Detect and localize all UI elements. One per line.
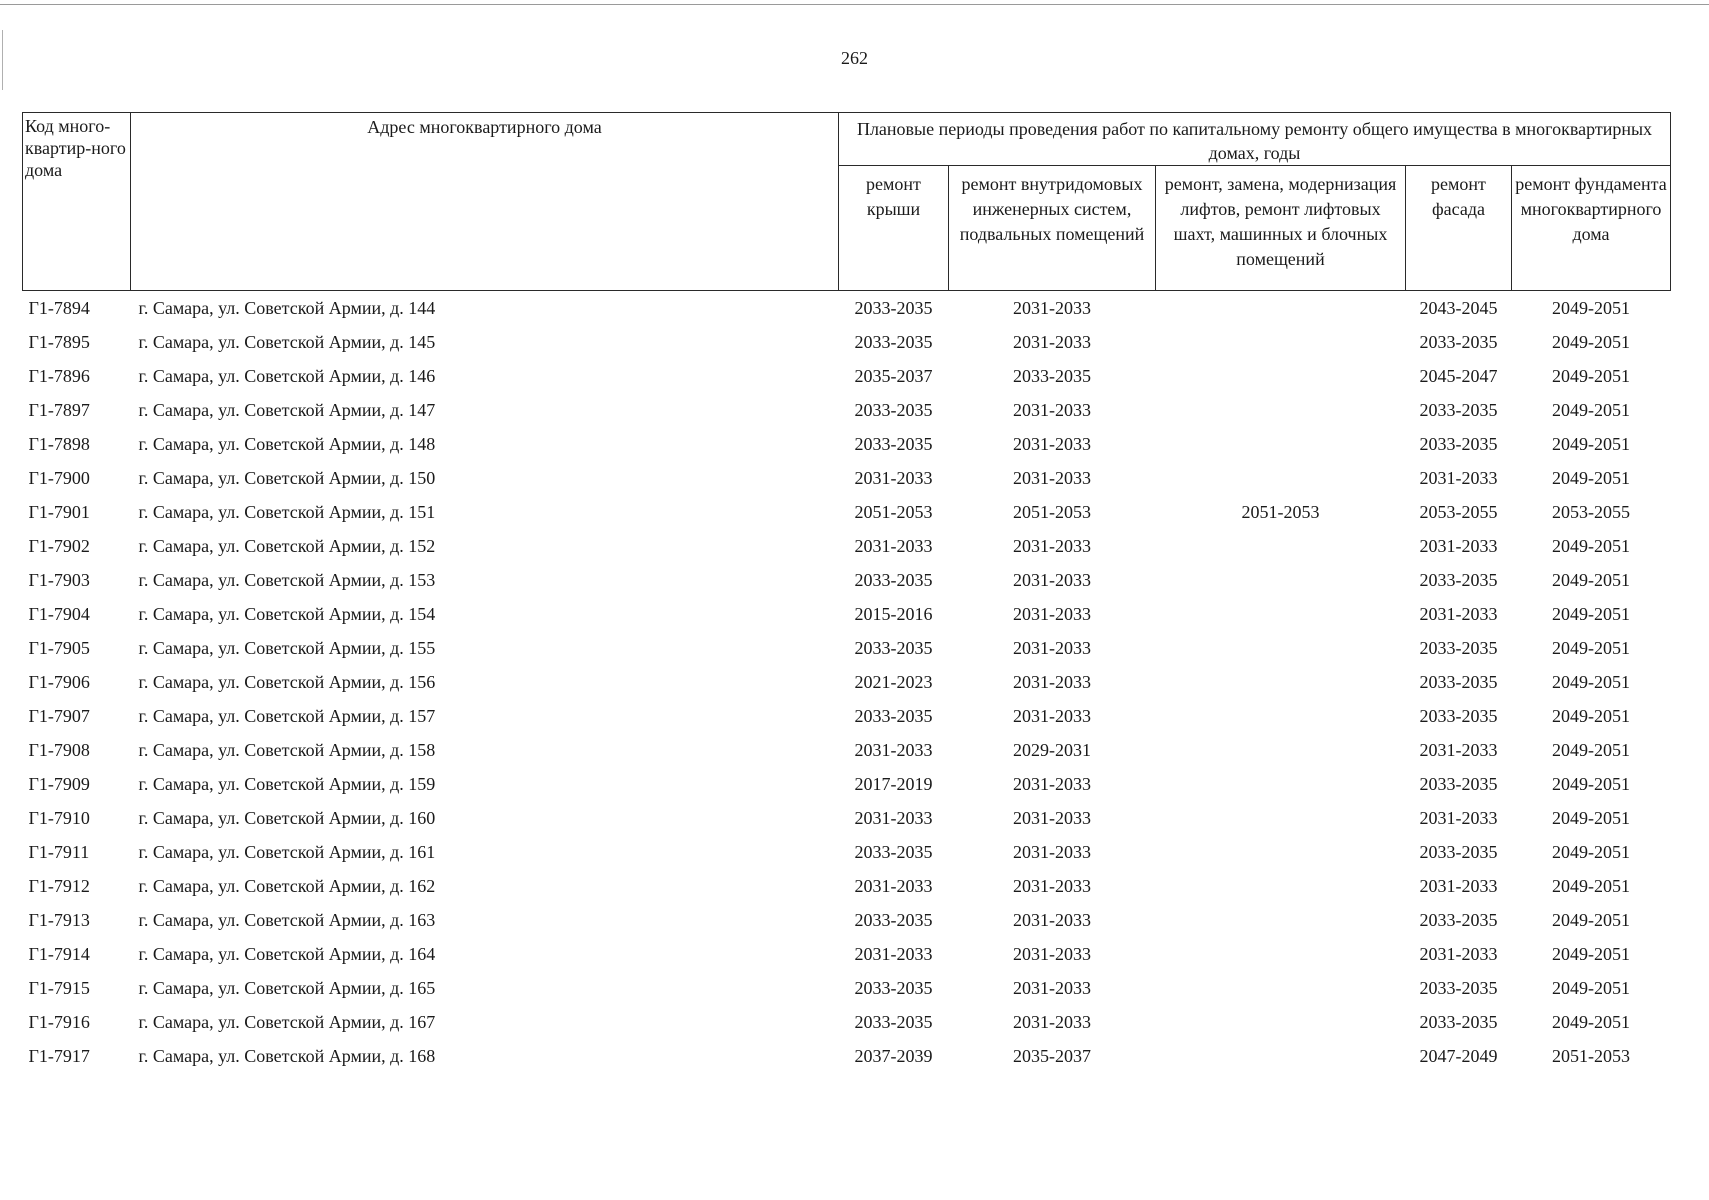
cell-roof: 2033-2035 xyxy=(854,434,933,454)
cell-lifts xyxy=(1156,699,1406,733)
cell-lifts xyxy=(1156,1005,1406,1039)
cell-facade: 2045-2047 xyxy=(1419,366,1498,386)
cell-roof: 2033-2035 xyxy=(854,978,933,998)
cell-roof: 2031-2033 xyxy=(854,944,933,964)
cell-lifts xyxy=(1156,1039,1406,1073)
cell-facade: 2033-2035 xyxy=(1419,400,1498,420)
cell-lifts xyxy=(1156,631,1406,665)
cell-code: Г1-7901 xyxy=(28,502,90,522)
cell-lifts xyxy=(1156,393,1406,427)
cell-address: г. Самара, ул. Советской Армии, д. 168 xyxy=(138,1046,436,1066)
cell-foundation: 2049-2051 xyxy=(1552,808,1630,828)
cell-facade: 2033-2035 xyxy=(1419,774,1498,794)
header-planned-periods: Плановые периоды проведения работ по капитальному ремонту общего имущества в многоквартирных домах, годы xyxy=(839,113,1671,166)
cell-systems: 2031-2033 xyxy=(1013,978,1091,998)
cell-lifts xyxy=(1156,869,1406,903)
cell-address: г. Самара, ул. Советской Армии, д. 146 xyxy=(138,366,436,386)
table-row xyxy=(23,869,1671,903)
cell-code: Г1-7906 xyxy=(28,672,90,692)
cell-code: Г1-7911 xyxy=(28,842,90,862)
cell-foundation: 2049-2051 xyxy=(1552,536,1630,556)
cell-foundation: 2051-2053 xyxy=(1552,1046,1630,1066)
cell-systems: 2031-2033 xyxy=(1013,672,1091,692)
cell-foundation: 2049-2051 xyxy=(1552,570,1630,590)
cell-code: Г1-7907 xyxy=(28,706,90,726)
cell-roof: 2031-2033 xyxy=(854,808,933,828)
cell-facade: 2031-2033 xyxy=(1419,808,1498,828)
cell-roof: 2035-2037 xyxy=(854,366,933,386)
table-row xyxy=(23,699,1671,733)
header-roof: ремонт крыши xyxy=(839,166,949,291)
table-row xyxy=(23,325,1671,359)
table-row xyxy=(23,801,1671,835)
table-row xyxy=(23,461,1671,495)
cell-lifts xyxy=(1156,835,1406,869)
table-row xyxy=(23,291,1671,326)
cell-lifts xyxy=(1156,665,1406,699)
table-row xyxy=(23,903,1671,937)
cell-code: Г1-7917 xyxy=(28,1046,90,1066)
header-code: Код много-квартир-ного дома xyxy=(23,113,131,291)
cell-roof: 2033-2035 xyxy=(854,298,933,318)
cell-systems: 2035-2037 xyxy=(1013,1046,1091,1066)
table-row xyxy=(23,495,1671,529)
cell-foundation: 2049-2051 xyxy=(1552,298,1630,318)
cell-facade: 2033-2035 xyxy=(1419,434,1498,454)
cell-foundation: 2049-2051 xyxy=(1552,910,1630,930)
cell-foundation: 2049-2051 xyxy=(1552,400,1630,420)
cell-code: Г1-7902 xyxy=(28,536,90,556)
cell-roof: 2017-2019 xyxy=(854,774,933,794)
cell-code: Г1-7895 xyxy=(28,332,90,352)
cell-facade: 2033-2035 xyxy=(1419,332,1498,352)
cell-address: г. Самара, ул. Советской Армии, д. 155 xyxy=(138,638,436,658)
table-row xyxy=(23,665,1671,699)
cell-facade: 2033-2035 xyxy=(1419,978,1498,998)
cell-lifts xyxy=(1156,733,1406,767)
cell-address: г. Самара, ул. Советской Армии, д. 162 xyxy=(138,876,436,896)
cell-lifts xyxy=(1156,971,1406,1005)
cell-lifts xyxy=(1156,903,1406,937)
cell-lifts xyxy=(1156,427,1406,461)
cell-systems: 2033-2035 xyxy=(1013,366,1091,386)
cell-code: Г1-7898 xyxy=(28,434,90,454)
cell-systems: 2029-2031 xyxy=(1013,740,1091,760)
cell-foundation: 2049-2051 xyxy=(1552,468,1630,488)
cell-facade: 2031-2033 xyxy=(1419,468,1498,488)
cell-systems: 2051-2053 xyxy=(1013,502,1091,522)
cell-facade: 2033-2035 xyxy=(1419,570,1498,590)
cell-code: Г1-7915 xyxy=(28,978,90,998)
cell-facade: 2031-2033 xyxy=(1419,604,1498,624)
cell-code: Г1-7894 xyxy=(28,298,90,318)
cell-address: г. Самара, ул. Советской Армии, д. 145 xyxy=(138,332,436,352)
cell-address: г. Самара, ул. Советской Армии, д. 161 xyxy=(138,842,436,862)
cell-facade: 2033-2035 xyxy=(1419,1012,1498,1032)
cell-systems: 2031-2033 xyxy=(1013,706,1091,726)
table-row xyxy=(23,733,1671,767)
cell-roof: 2033-2035 xyxy=(854,570,933,590)
cell-code: Г1-7897 xyxy=(28,400,90,420)
cell-systems: 2031-2033 xyxy=(1013,876,1091,896)
cell-lifts xyxy=(1156,461,1406,495)
header-systems: ремонт внутридомовых инженерных систем, подвальных помещений xyxy=(949,166,1156,291)
cell-systems: 2031-2033 xyxy=(1013,638,1091,658)
cell-systems: 2031-2033 xyxy=(1013,570,1091,590)
cell-lifts xyxy=(1156,529,1406,563)
cell-systems: 2031-2033 xyxy=(1013,434,1091,454)
cell-address: г. Самара, ул. Советской Армии, д. 167 xyxy=(138,1012,436,1032)
cell-address: г. Самара, ул. Советской Армии, д. 156 xyxy=(138,672,436,692)
cell-systems: 2031-2033 xyxy=(1013,1012,1091,1032)
cell-facade: 2033-2035 xyxy=(1419,672,1498,692)
table-row xyxy=(23,1005,1671,1039)
cell-facade: 2031-2033 xyxy=(1419,876,1498,896)
cell-foundation: 2049-2051 xyxy=(1552,638,1630,658)
table-row xyxy=(23,631,1671,665)
scan-edge-top xyxy=(0,4,1709,5)
table-row xyxy=(23,937,1671,971)
cell-lifts xyxy=(1156,359,1406,393)
cell-systems: 2031-2033 xyxy=(1013,468,1091,488)
cell-systems: 2031-2033 xyxy=(1013,910,1091,930)
cell-systems: 2031-2033 xyxy=(1013,298,1091,318)
table-header xyxy=(23,113,1671,291)
cell-facade: 2031-2033 xyxy=(1419,944,1498,964)
cell-address: г. Самара, ул. Советской Армии, д. 157 xyxy=(138,706,436,726)
cell-systems: 2031-2033 xyxy=(1013,774,1091,794)
cell-systems: 2031-2033 xyxy=(1013,842,1091,862)
cell-code: Г1-7912 xyxy=(28,876,90,896)
cell-facade: 2043-2045 xyxy=(1419,298,1498,318)
repair-schedule-table xyxy=(22,112,1671,1073)
cell-address: г. Самара, ул. Советской Армии, д. 152 xyxy=(138,536,436,556)
cell-foundation: 2049-2051 xyxy=(1552,706,1630,726)
cell-foundation: 2049-2051 xyxy=(1552,978,1630,998)
cell-code: Г1-7913 xyxy=(28,910,90,930)
cell-foundation: 2049-2051 xyxy=(1552,842,1630,862)
table-row xyxy=(23,563,1671,597)
table-row xyxy=(23,597,1671,631)
cell-foundation: 2049-2051 xyxy=(1552,774,1630,794)
cell-foundation: 2053-2055 xyxy=(1552,502,1630,522)
table-row xyxy=(23,1039,1671,1073)
cell-systems: 2031-2033 xyxy=(1013,808,1091,828)
header-row-top xyxy=(23,113,1671,166)
cell-address: г. Самара, ул. Советской Армии, д. 151 xyxy=(138,502,436,522)
header-foundation: ремонт фундамента многоквартирного дома xyxy=(1512,166,1671,291)
cell-address: г. Самара, ул. Советской Армии, д. 150 xyxy=(138,468,436,488)
cell-roof: 2031-2033 xyxy=(854,740,933,760)
cell-address: г. Самара, ул. Советской Армии, д. 144 xyxy=(138,298,436,318)
cell-roof: 2031-2033 xyxy=(854,468,933,488)
cell-systems: 2031-2033 xyxy=(1013,536,1091,556)
cell-roof: 2031-2033 xyxy=(854,536,933,556)
cell-code: Г1-7908 xyxy=(28,740,90,760)
cell-roof: 2033-2035 xyxy=(854,400,933,420)
cell-roof: 2037-2039 xyxy=(854,1046,933,1066)
cell-lifts xyxy=(1156,563,1406,597)
cell-address: г. Самара, ул. Советской Армии, д. 148 xyxy=(138,434,436,454)
cell-roof: 2031-2033 xyxy=(854,876,933,896)
cell-facade: 2047-2049 xyxy=(1419,1046,1498,1066)
cell-lifts xyxy=(1156,767,1406,801)
table-body xyxy=(23,291,1671,1074)
cell-code: Г1-7896 xyxy=(28,366,90,386)
table-row xyxy=(23,835,1671,869)
cell-address: г. Самара, ул. Советской Армии, д. 147 xyxy=(138,400,436,420)
cell-code: Г1-7903 xyxy=(28,570,90,590)
cell-foundation: 2049-2051 xyxy=(1552,944,1630,964)
header-lifts: ремонт, замена, модернизация лифтов, ремонт лифтовых шахт, машинных и блочных помещений xyxy=(1156,166,1406,291)
cell-address: г. Самара, ул. Советской Армии, д. 163 xyxy=(138,910,436,930)
table-row xyxy=(23,359,1671,393)
cell-roof: 2021-2023 xyxy=(854,672,933,692)
cell-lifts xyxy=(1156,801,1406,835)
cell-code: Г1-7914 xyxy=(28,944,90,964)
cell-code: Г1-7916 xyxy=(28,1012,90,1032)
table-row xyxy=(23,393,1671,427)
cell-code: Г1-7905 xyxy=(28,638,90,658)
cell-facade: 2053-2055 xyxy=(1419,502,1498,522)
cell-foundation: 2049-2051 xyxy=(1552,672,1630,692)
cell-foundation: 2049-2051 xyxy=(1552,434,1630,454)
table-row xyxy=(23,529,1671,563)
page-number: 262 xyxy=(841,48,868,68)
cell-roof: 2033-2035 xyxy=(854,1012,933,1032)
table-row xyxy=(23,971,1671,1005)
cell-code: Г1-7909 xyxy=(28,774,90,794)
cell-facade: 2033-2035 xyxy=(1419,842,1498,862)
cell-roof: 2033-2035 xyxy=(854,910,933,930)
cell-address: г. Самара, ул. Советской Армии, д. 154 xyxy=(138,604,436,624)
cell-foundation: 2049-2051 xyxy=(1552,1012,1630,1032)
cell-systems: 2031-2033 xyxy=(1013,332,1091,352)
cell-systems: 2031-2033 xyxy=(1013,400,1091,420)
cell-foundation: 2049-2051 xyxy=(1552,604,1630,624)
cell-address: г. Самара, ул. Советской Армии, д. 160 xyxy=(138,808,436,828)
cell-facade: 2031-2033 xyxy=(1419,740,1498,760)
cell-systems: 2031-2033 xyxy=(1013,944,1091,964)
cell-roof: 2033-2035 xyxy=(854,706,933,726)
cell-foundation: 2049-2051 xyxy=(1552,332,1630,352)
cell-roof: 2033-2035 xyxy=(854,332,933,352)
cell-roof: 2051-2053 xyxy=(854,502,933,522)
cell-roof: 2033-2035 xyxy=(854,842,933,862)
cell-lifts xyxy=(1156,597,1406,631)
cell-address: г. Самара, ул. Советской Армии, д. 153 xyxy=(138,570,436,590)
cell-lifts xyxy=(1156,325,1406,359)
cell-lifts: 2051-2053 xyxy=(1241,502,1320,522)
cell-foundation: 2049-2051 xyxy=(1552,366,1630,386)
cell-roof: 2015-2016 xyxy=(854,604,933,624)
cell-foundation: 2049-2051 xyxy=(1552,876,1630,896)
cell-facade: 2033-2035 xyxy=(1419,706,1498,726)
table-row xyxy=(23,427,1671,461)
cell-address: г. Самара, ул. Советской Армии, д. 158 xyxy=(138,740,436,760)
cell-systems: 2031-2033 xyxy=(1013,604,1091,624)
cell-facade: 2033-2035 xyxy=(1419,910,1498,930)
cell-address: г. Самара, ул. Советской Армии, д. 159 xyxy=(138,774,436,794)
cell-foundation: 2049-2051 xyxy=(1552,740,1630,760)
cell-address: г. Самара, ул. Советской Армии, д. 165 xyxy=(138,978,436,998)
cell-lifts xyxy=(1156,937,1406,971)
cell-code: Г1-7910 xyxy=(28,808,90,828)
cell-facade: 2033-2035 xyxy=(1419,638,1498,658)
cell-code: Г1-7904 xyxy=(28,604,90,624)
cell-lifts xyxy=(1156,291,1406,326)
cell-code: Г1-7900 xyxy=(28,468,90,488)
header-address: Адрес многоквартирного дома xyxy=(131,113,839,291)
cell-facade: 2031-2033 xyxy=(1419,536,1498,556)
header-facade: ремонт фасада xyxy=(1406,166,1512,291)
cell-roof: 2033-2035 xyxy=(854,638,933,658)
cell-address: г. Самара, ул. Советской Армии, д. 164 xyxy=(138,944,436,964)
table-row xyxy=(23,767,1671,801)
